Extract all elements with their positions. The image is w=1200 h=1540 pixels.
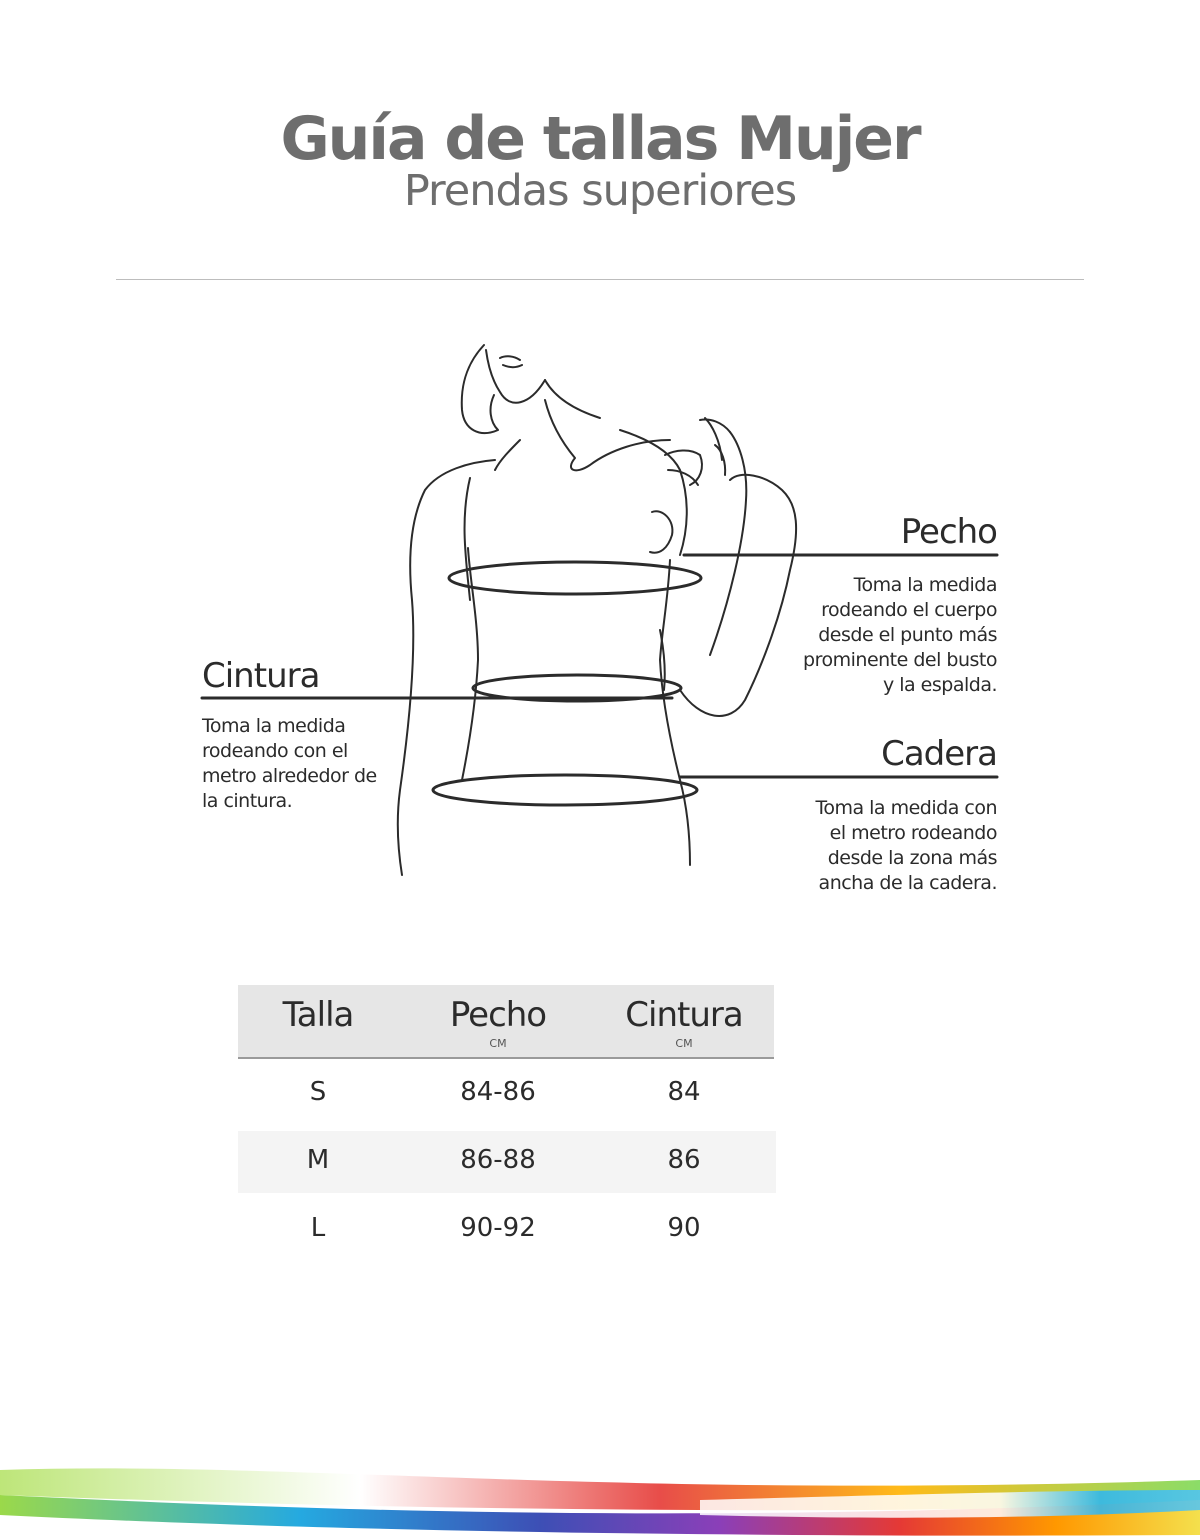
chest-label: Pecho [900,512,997,552]
cell-waist: 90 [667,1213,701,1243]
hip-desc-line: ancha de la cadera. [818,872,997,894]
column-header-waist: Cintura [625,995,743,1035]
waist-description [202,714,402,814]
cell-chest: 84-86 [460,1077,536,1107]
cell-waist: 86 [667,1145,701,1175]
cell-size: S [309,1077,327,1107]
waist-label: Cintura [202,656,320,696]
hip-desc-line: desde la zona más [827,847,997,869]
hip-desc-line: el metro rodeando [829,822,997,844]
waist-desc-line: rodeando con el [202,740,348,762]
table-header [238,985,774,1059]
chest-desc-line: desde el punto más [818,624,997,646]
table-row [238,1063,776,1125]
cell-chest: 90-92 [460,1213,536,1243]
column-unit-waist: CM [675,1037,693,1050]
chest-description [760,573,997,698]
waist-desc-line: la cintura. [202,790,293,812]
decorative-wave [0,1440,1200,1540]
chest-desc-line: rodeando el cuerpo [821,599,997,621]
chest-desc-line: Toma la medida [853,574,997,596]
hip-label: Cadera [881,734,997,774]
cell-waist: 84 [667,1077,701,1107]
column-header-size: Talla [282,995,354,1035]
cell-size: L [310,1213,326,1243]
waist-desc-line: Toma la medida [202,715,346,737]
page-subtitle: Prendas superiores [403,166,797,216]
table-row [238,1131,776,1193]
chest-desc-line: y la espalda. [882,674,997,696]
cell-chest: 86-88 [460,1145,536,1175]
cell-size: M [306,1145,330,1175]
hip-description [760,796,997,896]
waist-desc-line: metro alrededor de [202,765,377,787]
chest-desc-line: prominente del busto [803,649,997,671]
column-header-chest: Pecho [449,995,547,1035]
page-title: Guía de tallas Mujer [280,104,920,174]
column-unit-chest: CM [489,1037,507,1050]
table-row [238,1199,776,1261]
hip-desc-line: Toma la medida con [815,797,997,819]
